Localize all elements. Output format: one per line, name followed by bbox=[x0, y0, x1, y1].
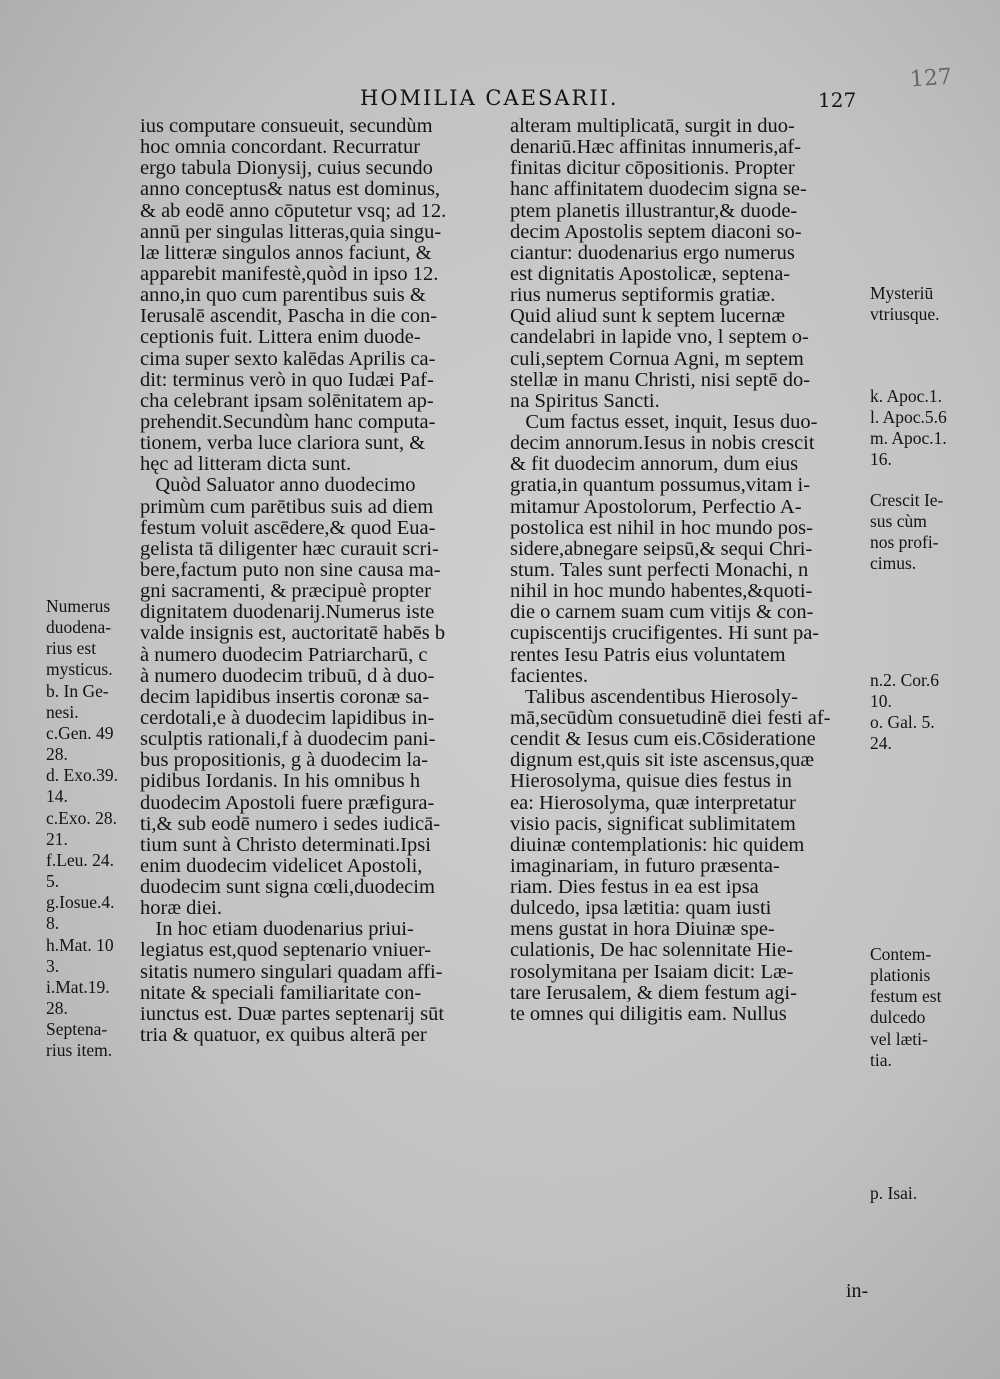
text-line: riam. Dies festus in ea est ipsa bbox=[510, 876, 759, 899]
text-line: ergo tabula Dionysij, cuius secundo bbox=[140, 157, 433, 180]
margin-note-line: tia. bbox=[870, 1049, 892, 1070]
page-number: 127 bbox=[818, 88, 857, 112]
text-line: imaginariam, in futuro præsenta- bbox=[510, 854, 780, 877]
text-line: facientes. bbox=[510, 664, 588, 687]
text-line: legiatus est,quod septenario vniuer- bbox=[140, 939, 432, 962]
text-line: cima super sexto kalēdas Aprilis ca- bbox=[140, 347, 436, 370]
marginal-note-contemplation bbox=[870, 944, 1000, 1071]
text-line: dit: terminus verò in quo Iudæi Paf- bbox=[140, 368, 434, 391]
left-text-column bbox=[140, 116, 500, 1046]
text-line: diuinæ contemplationis: hic quidem bbox=[510, 833, 805, 856]
text-line: Ierusalē ascendit, Pascha in die con- bbox=[140, 305, 438, 328]
text-line: festum voluit ascēdere,& quod Eua- bbox=[140, 516, 436, 539]
margin-note-line: nesi. bbox=[46, 701, 79, 722]
text-line: gelista tā diligenter hæc curauit scri- bbox=[140, 537, 439, 560]
margin-note-line: mysticus. bbox=[46, 659, 113, 680]
text-line: rosolymitana per Isaiam dicit: Læ- bbox=[510, 960, 794, 983]
margin-note-line: Mysteriū bbox=[870, 283, 934, 303]
text-line: anno,in quo cum parentibus suis & bbox=[140, 284, 426, 307]
text-line: hanc affinitatem duodecim signa se- bbox=[510, 178, 807, 201]
text-line: sidere,abnegare seipsū,& sequi Chri- bbox=[510, 537, 813, 560]
text-line: Cum factus esset, inquit, Iesus duo- bbox=[510, 410, 818, 433]
margin-note-line: sus cùm bbox=[870, 511, 927, 532]
text-line: ti,& sub eodē numero i sedes iudicā- bbox=[140, 812, 441, 835]
margin-note-line: 28. bbox=[46, 744, 68, 765]
margin-note-line: c.Gen. 49 bbox=[46, 722, 114, 743]
margin-note-line: nos profi- bbox=[870, 532, 939, 553]
text-line: ea: Hierosolyma, quæ interpretatur bbox=[510, 791, 796, 814]
text-line: ciantur: duodenarius ergo numerus bbox=[510, 241, 795, 264]
text-line: alteram multiplicatā, surgit in duo- bbox=[510, 115, 795, 137]
text-line: Quid aliud sunt k septem lucernæ bbox=[510, 305, 785, 328]
text-line: cha celebrant ipsam solēnitatem ap- bbox=[140, 389, 434, 412]
margin-note-line: f.Leu. 24. bbox=[46, 849, 115, 870]
text-line: candelabri in lapide vno, l septem o- bbox=[510, 326, 809, 349]
text-line: enim duodecim videlicet Apostoli, bbox=[140, 854, 423, 877]
margin-note-line: cimus. bbox=[870, 553, 917, 574]
margin-note-line: m. Apoc.1. bbox=[870, 428, 947, 449]
margin-note-line: rius est bbox=[46, 638, 97, 659]
text-line: nitate & speciali familiaritate con- bbox=[140, 981, 422, 1004]
text-line: ceptionis fuit. Littera enim duode- bbox=[140, 326, 421, 349]
text-line: valde insignis est, auctoritatē habēs b bbox=[140, 622, 446, 645]
text-line: gratia,in quantum possumus,vitam i- bbox=[510, 474, 811, 497]
margin-note-line: 8. bbox=[46, 913, 60, 934]
text-line: pidibus Iordanis. In his omnibus h bbox=[140, 770, 421, 793]
margin-note-line: 28. bbox=[46, 997, 68, 1018]
text-line: decim lapidibus insertis coronæ sa- bbox=[140, 685, 430, 708]
text-line: te omnes qui diligitis eam. Nullus bbox=[510, 1002, 787, 1025]
text-line: rentes Iesu Patris eius voluntatem bbox=[510, 643, 786, 666]
text-line: culationis, De hac solennitate Hie- bbox=[510, 939, 793, 962]
margin-note-line: Crescit Ie- bbox=[870, 490, 944, 510]
text-line: annū per singulas litteras,quia singu- bbox=[140, 220, 442, 243]
margin-note-line: 5. bbox=[46, 871, 60, 892]
catchword: in- bbox=[846, 1280, 869, 1302]
margin-note-line: festum est bbox=[870, 986, 942, 1007]
text-line: tionem, verba luce clariora sunt, & bbox=[140, 432, 426, 455]
text-line: gni sacramenti, & præcipuè propter bbox=[140, 580, 431, 603]
text-line: primùm cum parētibus suis ad diem bbox=[140, 495, 434, 518]
margin-note-line: p. Isai. bbox=[870, 1183, 918, 1203]
text-line: mens gustat in hora Diuinæ spe- bbox=[510, 918, 775, 941]
text-line: apparebit manifestè,quòd in ipso 12. bbox=[140, 262, 439, 285]
text-line: sitatis numero singulari quadam affi- bbox=[140, 960, 443, 983]
margin-note-line: vtriusque. bbox=[870, 304, 940, 325]
text-line: postolica est nihil in hoc mundo pos- bbox=[510, 516, 813, 539]
margin-note-line: plationis bbox=[870, 965, 931, 986]
text-line: denariū.Hæc affinitas innumeris,af- bbox=[510, 136, 802, 159]
text-line: à numero duodecim Patriarcharū, c bbox=[140, 643, 428, 666]
text-line: nihil in hoc mundo habentes,&quoti- bbox=[510, 580, 813, 603]
text-line: ius computare consueuit, secundùm bbox=[140, 115, 433, 137]
right-text-column bbox=[510, 116, 870, 1025]
margin-note-line: 21. bbox=[46, 828, 68, 849]
text-line: sculptis rationali,f à duodecim pani- bbox=[140, 728, 436, 751]
left-marginal-notes bbox=[46, 596, 141, 1061]
margin-note-line: 3. bbox=[46, 955, 60, 976]
margin-note-line: rius item. bbox=[46, 1040, 113, 1061]
text-line: dignum est,quis sit iste ascensus,quæ bbox=[510, 749, 815, 772]
text-line: à numero duodecim tribuū, d à duo- bbox=[140, 664, 435, 687]
margin-note-line: o. Gal. 5. bbox=[870, 712, 935, 733]
margin-note-line: i.Mat.19. bbox=[46, 976, 110, 997]
text-line: prehendit.Secundùm hanc computa- bbox=[140, 410, 436, 433]
text-line: duodecim sunt signa cœli,duodecim bbox=[140, 876, 435, 899]
margin-note-line: d. Exo.39. bbox=[46, 765, 118, 786]
text-line: decim Apostolis septem diaconi so- bbox=[510, 220, 802, 243]
text-line: bere,factum puto non sine causa ma- bbox=[140, 558, 441, 581]
margin-note-line: Septena- bbox=[46, 1019, 108, 1040]
margin-note-line: l. Apoc.5.6 bbox=[870, 407, 947, 428]
text-line: tria & quatuor, ex quibus alterā per bbox=[140, 1024, 427, 1047]
margin-note-line: Contem- bbox=[870, 944, 932, 964]
text-line: bus propositionis, g à duodecim la- bbox=[140, 749, 429, 772]
text-line: Talibus ascendentibus Hierosoly- bbox=[510, 685, 798, 708]
text-line: læ litteræ singulos annos faciunt, & bbox=[140, 241, 432, 264]
margin-note-line: dulcedo bbox=[870, 1007, 926, 1028]
text-line: cupiscentijs crucifigentes. Hi sunt pa- bbox=[510, 622, 820, 645]
text-line: stellæ in manu Christi, nisi septē do- bbox=[510, 368, 811, 391]
text-line: visio pacis, significat sublimitatem bbox=[510, 812, 796, 835]
text-line: cendit & Iesus cum eis.Cōsideratione bbox=[510, 728, 816, 751]
margin-note-line: 16. bbox=[870, 449, 892, 470]
margin-note-line: Numerus bbox=[46, 596, 111, 616]
margin-note-line: 10. bbox=[870, 691, 892, 712]
marginal-note-apocalypse bbox=[870, 386, 1000, 471]
text-line: decim annorum.Iesus in nobis crescit bbox=[510, 432, 815, 455]
text-line: tium sunt à Christo determinati.Ipsi bbox=[140, 833, 431, 856]
text-line: Hierosolyma, quisue dies festus in bbox=[510, 770, 792, 793]
text-line: hęc ad litteram dicta sunt. bbox=[140, 453, 352, 476]
marginal-note-mysterium bbox=[870, 283, 1000, 325]
margin-note-line: h.Mat. 10 bbox=[46, 934, 114, 955]
text-line: dulcedo, ipsa lætitia: quam iusti bbox=[510, 897, 772, 920]
marginal-note-isaiah bbox=[870, 1183, 1000, 1204]
text-line: mitamur Apostolorum, Perfectio A- bbox=[510, 495, 802, 518]
marginal-note-corinthians-galatians bbox=[870, 670, 1000, 755]
text-line: ptem planetis illustrantur,& duode- bbox=[510, 199, 798, 222]
text-line: culi,septem Cornua Agni, m septem bbox=[510, 347, 804, 370]
margin-note-line: c.Exo. 28. bbox=[46, 807, 117, 828]
margin-note-line: 14. bbox=[46, 786, 68, 807]
text-line: horæ diei. bbox=[140, 897, 222, 920]
text-line: cerdotali,e à duodecim lapidibus in- bbox=[140, 706, 435, 729]
text-line: In hoc etiam duodenarius priui- bbox=[140, 918, 414, 941]
text-line: tare Ierusalem, & diem festum agi- bbox=[510, 981, 797, 1004]
text-line: die o carnem suam cum vitijs & con- bbox=[510, 601, 814, 624]
margin-note-line: vel læti- bbox=[870, 1028, 928, 1049]
handwritten-page-number: 127 bbox=[909, 64, 953, 93]
marginal-note-crescit bbox=[870, 490, 1000, 575]
text-line: & ab eodē anno cōputetur vsq; ad 12. bbox=[140, 199, 447, 222]
text-line: duodecim Apostoli fuere præfigura- bbox=[140, 791, 435, 814]
text-line: anno conceptus& natus est dominus, bbox=[140, 178, 441, 201]
text-line: & fit duodecim annorum, dum eius bbox=[510, 453, 799, 476]
text-line: dignitatem duodenarij.Numerus iste bbox=[140, 601, 435, 624]
text-line: rius numerus septiformis gratiæ. bbox=[510, 284, 776, 307]
margin-note-line: g.Iosue.4. bbox=[46, 892, 115, 913]
margin-note-line: 24. bbox=[870, 733, 892, 754]
text-line: stum. Tales sunt perfecti Monachi, n bbox=[510, 558, 809, 581]
margin-note-line: duodena- bbox=[46, 617, 112, 638]
margin-note-line: n.2. Cor.6 bbox=[870, 670, 940, 690]
text-line: iunctus est. Duæ partes septenarij sūt bbox=[140, 1002, 445, 1025]
text-line: hoc omnia concordant. Recurratur bbox=[140, 136, 421, 159]
text-line: mā,secūdùm consuetudinē diei festi af- bbox=[510, 706, 831, 729]
margin-note-line: k. Apoc.1. bbox=[870, 386, 942, 406]
margin-note-line: b. In Ge- bbox=[46, 680, 109, 701]
text-line: finitas dicitur cōpositionis. Propter bbox=[510, 157, 795, 180]
text-line: est dignitatis Apostolicæ, septena- bbox=[510, 262, 791, 285]
running-head: HOMILIA CAESARII. bbox=[360, 86, 619, 110]
text-line: Quòd Saluator anno duodecimo bbox=[140, 474, 416, 497]
text-line: na Spiritus Sancti. bbox=[510, 389, 660, 412]
